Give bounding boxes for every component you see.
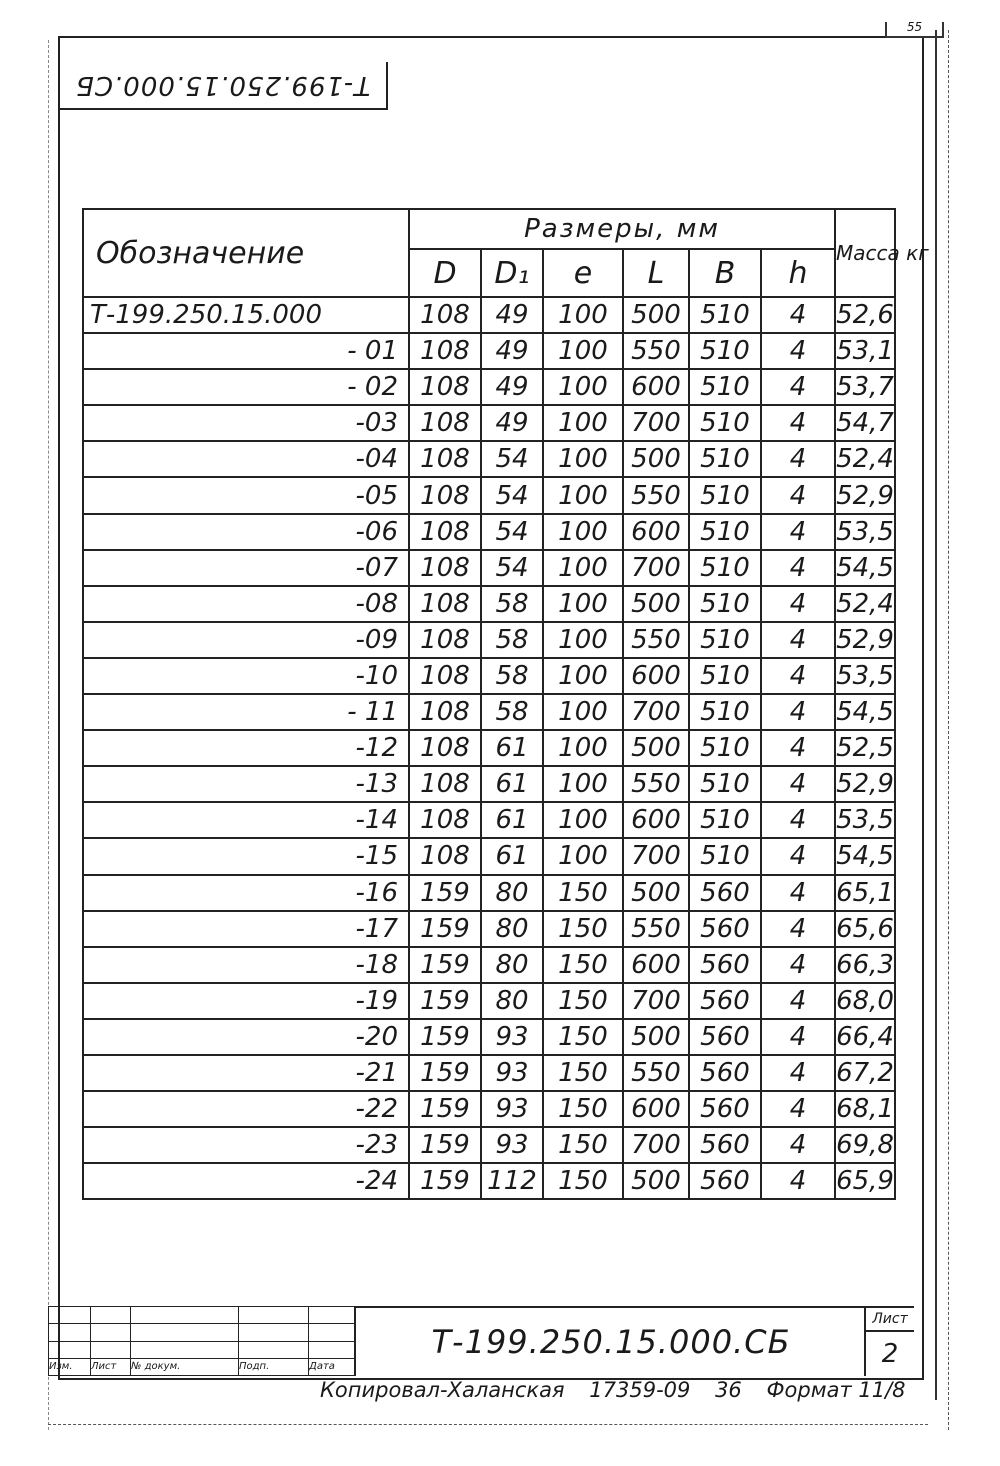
- footer-order: 17359-09: [589, 1378, 691, 1402]
- cell-b: 510: [689, 333, 761, 369]
- cell-d: 108: [409, 514, 481, 550]
- table-row: [83, 1163, 895, 1199]
- sheet-label: Лист: [866, 1308, 914, 1332]
- table-row: [83, 947, 895, 983]
- cell-designation: -21: [83, 1055, 409, 1091]
- cell-d: 159: [409, 1163, 481, 1199]
- table-row: [83, 441, 895, 477]
- cell-designation: -10: [83, 658, 409, 694]
- cell-e: 150: [543, 875, 623, 911]
- cell-designation: -09: [83, 622, 409, 658]
- cell-d: 108: [409, 802, 481, 838]
- tb-label-list: Лист: [91, 1358, 131, 1375]
- cell-mass: 52,9: [835, 477, 895, 513]
- cell-b: 560: [689, 1019, 761, 1055]
- cell-b: 560: [689, 1163, 761, 1199]
- cell-h: 4: [761, 369, 835, 405]
- table-row: [83, 405, 895, 441]
- footer-copied: Копировал-Халанская: [320, 1378, 565, 1402]
- table-row: [83, 983, 895, 1019]
- specification-table: [82, 208, 929, 1200]
- cell-d1: 80: [481, 911, 543, 947]
- cell-designation: - 11: [83, 694, 409, 730]
- table-row: [83, 838, 895, 874]
- cell-b: 560: [689, 1091, 761, 1127]
- cell-d: 108: [409, 297, 481, 333]
- cell-d1: 49: [481, 405, 543, 441]
- cell-l: 550: [623, 766, 689, 802]
- cell-d: 108: [409, 369, 481, 405]
- header-mass: Масса кг: [835, 209, 895, 297]
- cell-mass: 52,6: [835, 297, 895, 333]
- cell-mass: 65,1: [835, 875, 895, 911]
- table-row: [83, 802, 895, 838]
- cell-mass: 52,9: [835, 766, 895, 802]
- cell-mass: 53,7: [835, 369, 895, 405]
- cell-d: 108: [409, 477, 481, 513]
- cell-d1: 61: [481, 766, 543, 802]
- cell-b: 560: [689, 875, 761, 911]
- cell-e: 100: [543, 441, 623, 477]
- cell-l: 500: [623, 1019, 689, 1055]
- cell-b: 510: [689, 297, 761, 333]
- table-row: [83, 1055, 895, 1091]
- cell-b: 510: [689, 586, 761, 622]
- table-row: [83, 622, 895, 658]
- cell-h: 4: [761, 658, 835, 694]
- title-block: [48, 1306, 912, 1376]
- cell-d: 108: [409, 658, 481, 694]
- cell-h: 4: [761, 694, 835, 730]
- bottom-dashed-edge: [48, 1424, 928, 1425]
- cell-d: 159: [409, 947, 481, 983]
- cell-d1: 54: [481, 477, 543, 513]
- cell-designation: -12: [83, 730, 409, 766]
- tb-label-date: Дата: [309, 1358, 355, 1375]
- cell-designation: -18: [83, 947, 409, 983]
- cell-e: 100: [543, 477, 623, 513]
- cell-d1: 93: [481, 1091, 543, 1127]
- cell-h: 4: [761, 297, 835, 333]
- cell-l: 600: [623, 369, 689, 405]
- cell-b: 510: [689, 514, 761, 550]
- cell-d1: 112: [481, 1163, 543, 1199]
- table-row: [83, 730, 895, 766]
- cell-h: 4: [761, 1163, 835, 1199]
- cell-mass: 53,1: [835, 333, 895, 369]
- header-col-e: e: [543, 249, 623, 297]
- cell-d: 159: [409, 1019, 481, 1055]
- header-sizes: Размеры, мм: [409, 209, 835, 249]
- cell-l: 550: [623, 333, 689, 369]
- cell-mass: 52,4: [835, 586, 895, 622]
- cell-mass: 66,4: [835, 1019, 895, 1055]
- tb-label-izm: Изм.: [49, 1358, 91, 1375]
- cell-mass: 52,9: [835, 622, 895, 658]
- table-row: [83, 369, 895, 405]
- cell-e: 150: [543, 1055, 623, 1091]
- cell-l: 550: [623, 622, 689, 658]
- cell-designation: -13: [83, 766, 409, 802]
- header-col-d: D: [409, 249, 481, 297]
- header-col-h: h: [761, 249, 835, 297]
- cell-designation: -14: [83, 802, 409, 838]
- cell-d: 159: [409, 911, 481, 947]
- cell-l: 600: [623, 514, 689, 550]
- cell-designation: -07: [83, 550, 409, 586]
- cell-designation: Т-199.250.15.000: [83, 297, 409, 333]
- cell-designation: -05: [83, 477, 409, 513]
- table-row: [83, 586, 895, 622]
- cell-l: 500: [623, 1163, 689, 1199]
- cell-h: 4: [761, 730, 835, 766]
- cell-l: 600: [623, 802, 689, 838]
- tb-label-doc: № докум.: [131, 1358, 239, 1375]
- cell-e: 150: [543, 983, 623, 1019]
- cell-d1: 54: [481, 514, 543, 550]
- cell-designation: -04: [83, 441, 409, 477]
- cell-h: 4: [761, 766, 835, 802]
- cell-e: 100: [543, 802, 623, 838]
- cell-designation: -06: [83, 514, 409, 550]
- cell-b: 560: [689, 1127, 761, 1163]
- cell-l: 550: [623, 1055, 689, 1091]
- cell-mass: 65,9: [835, 1163, 895, 1199]
- cell-b: 510: [689, 369, 761, 405]
- cell-d1: 80: [481, 875, 543, 911]
- cell-e: 100: [543, 766, 623, 802]
- cell-h: 4: [761, 1055, 835, 1091]
- cell-h: 4: [761, 550, 835, 586]
- footer-format: Формат 11/8: [766, 1378, 906, 1402]
- cell-b: 510: [689, 550, 761, 586]
- left-dashed-edge: [48, 40, 49, 1430]
- cell-b: 510: [689, 658, 761, 694]
- cell-l: 700: [623, 838, 689, 874]
- cell-mass: 69,8: [835, 1127, 895, 1163]
- cell-h: 4: [761, 838, 835, 874]
- cell-d: 108: [409, 622, 481, 658]
- cell-d1: 58: [481, 694, 543, 730]
- cell-l: 600: [623, 947, 689, 983]
- cell-h: 4: [761, 1019, 835, 1055]
- cell-e: 150: [543, 911, 623, 947]
- cell-d: 108: [409, 586, 481, 622]
- cell-l: 700: [623, 983, 689, 1019]
- cell-h: 4: [761, 477, 835, 513]
- cell-designation: -20: [83, 1019, 409, 1055]
- cell-d1: 58: [481, 622, 543, 658]
- cell-d: 159: [409, 983, 481, 1019]
- cell-l: 700: [623, 1127, 689, 1163]
- cell-l: 500: [623, 730, 689, 766]
- cell-d1: 80: [481, 947, 543, 983]
- cell-h: 4: [761, 1127, 835, 1163]
- cell-d: 108: [409, 405, 481, 441]
- table-row: [83, 333, 895, 369]
- cell-d1: 61: [481, 730, 543, 766]
- cell-d1: 61: [481, 802, 543, 838]
- cell-d1: 54: [481, 550, 543, 586]
- header-designation: Обозначение: [83, 209, 409, 297]
- cell-e: 100: [543, 405, 623, 441]
- cell-designation: -17: [83, 911, 409, 947]
- rotated-stamp-text: Т-199.250.15.000.СБ: [75, 70, 371, 100]
- cell-designation: - 02: [83, 369, 409, 405]
- cell-b: 510: [689, 730, 761, 766]
- cell-d1: 93: [481, 1055, 543, 1091]
- cell-designation: -03: [83, 405, 409, 441]
- cell-mass: 53,5: [835, 658, 895, 694]
- cell-h: 4: [761, 947, 835, 983]
- cell-b: 510: [689, 694, 761, 730]
- cell-d1: 61: [481, 838, 543, 874]
- cell-mass: 67,2: [835, 1055, 895, 1091]
- cell-d1: 49: [481, 333, 543, 369]
- cell-designation: -19: [83, 983, 409, 1019]
- cell-designation: -16: [83, 875, 409, 911]
- cell-l: 700: [623, 694, 689, 730]
- cell-l: 600: [623, 1091, 689, 1127]
- cell-designation: -24: [83, 1163, 409, 1199]
- cell-d: 108: [409, 550, 481, 586]
- cell-d: 159: [409, 1127, 481, 1163]
- cell-d: 108: [409, 441, 481, 477]
- cell-l: 500: [623, 441, 689, 477]
- cell-designation: -15: [83, 838, 409, 874]
- cell-mass: 68,0: [835, 983, 895, 1019]
- cell-h: 4: [761, 514, 835, 550]
- cell-e: 150: [543, 1091, 623, 1127]
- cell-mass: 68,1: [835, 1091, 895, 1127]
- cell-b: 510: [689, 477, 761, 513]
- cell-d: 108: [409, 730, 481, 766]
- cell-b: 510: [689, 766, 761, 802]
- cell-d1: 93: [481, 1019, 543, 1055]
- cell-e: 100: [543, 838, 623, 874]
- cell-mass: 65,6: [835, 911, 895, 947]
- table-body: [83, 297, 895, 1199]
- cell-mass: 53,5: [835, 514, 895, 550]
- cell-l: 700: [623, 550, 689, 586]
- title-block-grid: [48, 1306, 355, 1376]
- cell-h: 4: [761, 622, 835, 658]
- cell-mass: 52,4: [835, 441, 895, 477]
- cell-b: 560: [689, 983, 761, 1019]
- cell-h: 4: [761, 802, 835, 838]
- table-row: [83, 875, 895, 911]
- cell-mass: 54,5: [835, 838, 895, 874]
- table-row: [83, 694, 895, 730]
- cell-h: 4: [761, 441, 835, 477]
- table-row: [83, 297, 895, 333]
- cell-h: 4: [761, 1091, 835, 1127]
- cell-e: 100: [543, 730, 623, 766]
- table-row: [83, 766, 895, 802]
- cell-e: 150: [543, 1127, 623, 1163]
- cell-mass: 66,3: [835, 947, 895, 983]
- table-row: [83, 1019, 895, 1055]
- cell-d: 159: [409, 875, 481, 911]
- header-col-l: L: [623, 249, 689, 297]
- sheet-number: 2: [881, 1339, 899, 1369]
- cell-d1: 49: [481, 297, 543, 333]
- table-row: [83, 477, 895, 513]
- table-row: [83, 658, 895, 694]
- right-dashed-line: [948, 30, 949, 1430]
- table-row: [83, 1091, 895, 1127]
- cell-b: 510: [689, 622, 761, 658]
- footer-line: [320, 1378, 940, 1406]
- cell-h: 4: [761, 405, 835, 441]
- cell-b: 510: [689, 838, 761, 874]
- cell-b: 560: [689, 911, 761, 947]
- cell-d1: 93: [481, 1127, 543, 1163]
- right-border-line: [935, 30, 937, 1400]
- table-row: [83, 911, 895, 947]
- cell-l: 550: [623, 477, 689, 513]
- table-row: [83, 550, 895, 586]
- cell-d1: 58: [481, 658, 543, 694]
- tb-label-sign: Подп.: [239, 1358, 309, 1375]
- cell-designation: -23: [83, 1127, 409, 1163]
- cell-mass: 54,7: [835, 405, 895, 441]
- cell-mass: 54,5: [835, 550, 895, 586]
- cell-l: 500: [623, 586, 689, 622]
- cell-e: 100: [543, 550, 623, 586]
- header-col-b: B: [689, 249, 761, 297]
- cell-b: 560: [689, 947, 761, 983]
- cell-e: 100: [543, 514, 623, 550]
- cell-b: 510: [689, 441, 761, 477]
- cell-e: 150: [543, 1019, 623, 1055]
- cell-h: 4: [761, 875, 835, 911]
- cell-h: 4: [761, 983, 835, 1019]
- cell-b: 510: [689, 405, 761, 441]
- cell-e: 100: [543, 297, 623, 333]
- cell-e: 150: [543, 1163, 623, 1199]
- footer-extra: 36: [715, 1378, 742, 1402]
- cell-d1: 49: [481, 369, 543, 405]
- cell-l: 700: [623, 405, 689, 441]
- cell-l: 600: [623, 658, 689, 694]
- header-col-d1: D₁: [481, 249, 543, 297]
- sheet-box: [864, 1306, 914, 1376]
- cell-e: 100: [543, 622, 623, 658]
- cell-d1: 80: [481, 983, 543, 1019]
- cell-designation: - 01: [83, 333, 409, 369]
- cell-l: 500: [623, 297, 689, 333]
- table-row: [83, 514, 895, 550]
- rotated-stamp: [60, 62, 388, 110]
- cell-e: 100: [543, 369, 623, 405]
- cell-b: 560: [689, 1055, 761, 1091]
- cell-h: 4: [761, 911, 835, 947]
- cell-h: 4: [761, 586, 835, 622]
- cell-d: 108: [409, 333, 481, 369]
- cell-designation: -08: [83, 586, 409, 622]
- cell-d: 159: [409, 1091, 481, 1127]
- cell-e: 100: [543, 586, 623, 622]
- document-designation: Т-199.250.15.000.СБ: [354, 1306, 866, 1376]
- cell-d1: 58: [481, 586, 543, 622]
- cell-e: 100: [543, 333, 623, 369]
- cell-h: 4: [761, 333, 835, 369]
- cell-b: 510: [689, 802, 761, 838]
- cell-e: 100: [543, 694, 623, 730]
- cell-d: 108: [409, 766, 481, 802]
- cell-d: 159: [409, 1055, 481, 1091]
- cell-d: 108: [409, 694, 481, 730]
- sheet-top-number: 55: [885, 22, 944, 38]
- cell-designation: -22: [83, 1091, 409, 1127]
- cell-mass: 53,5: [835, 802, 895, 838]
- cell-mass: 54,5: [835, 694, 895, 730]
- cell-e: 150: [543, 947, 623, 983]
- cell-mass: 52,5: [835, 730, 895, 766]
- cell-d1: 54: [481, 441, 543, 477]
- cell-e: 100: [543, 658, 623, 694]
- table-row: [83, 1127, 895, 1163]
- cell-l: 500: [623, 875, 689, 911]
- cell-l: 550: [623, 911, 689, 947]
- cell-d: 108: [409, 838, 481, 874]
